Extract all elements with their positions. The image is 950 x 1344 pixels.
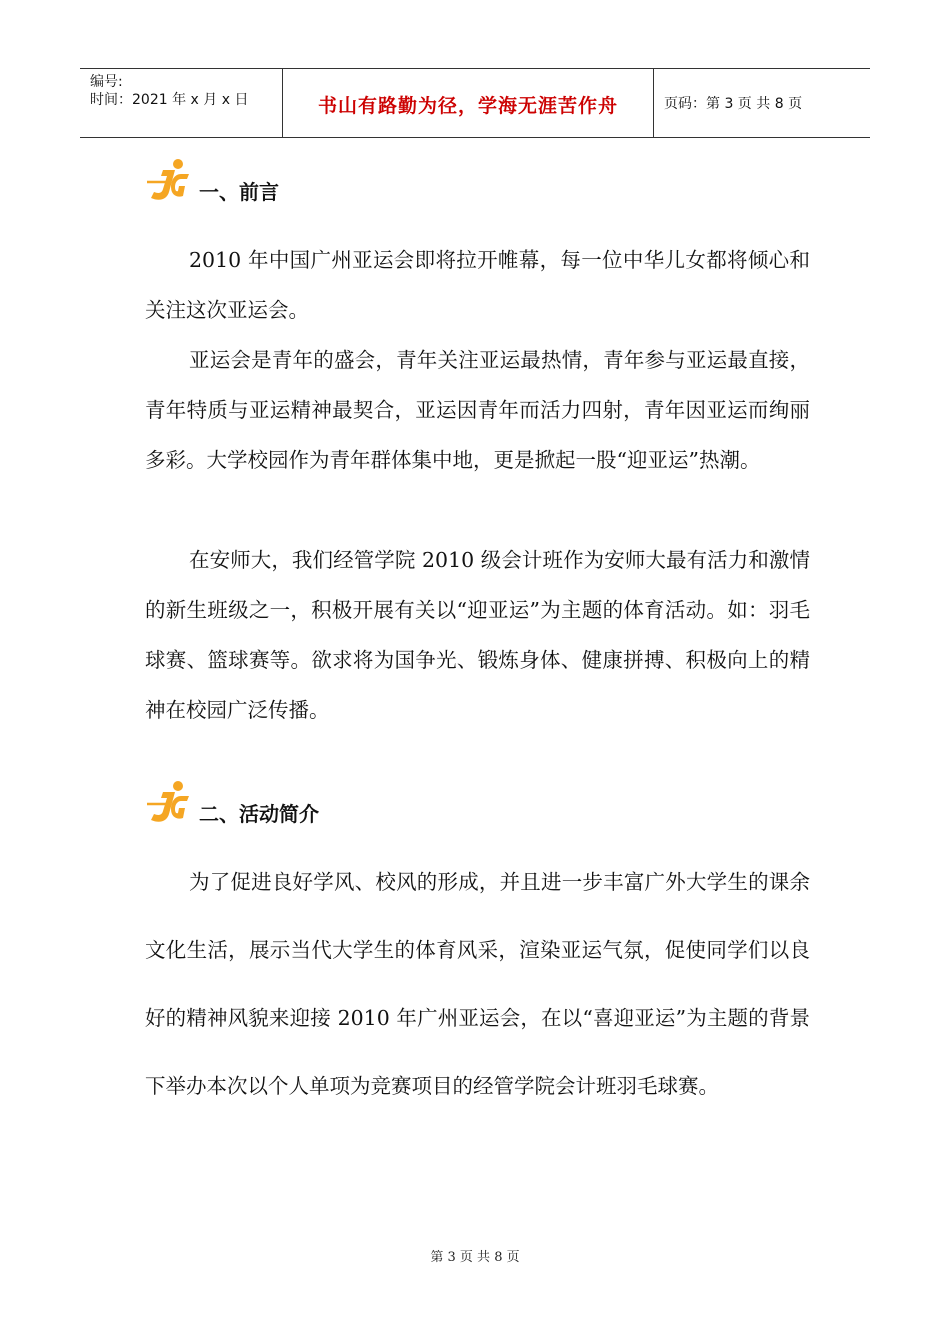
section-heading-intro — [145, 780, 545, 840]
header-meta-cell — [80, 69, 283, 137]
section-heading-preface — [145, 158, 545, 218]
time-label: 时间：2021 年 x 月 x 日 — [90, 92, 249, 108]
page-header — [80, 68, 870, 138]
paragraph: 亚运会是青年的盛会，青年关注亚运最热情，青年参与亚运最直接，青年特质与亚运精神最契合，亚运因青年而活力四射，青年因亚运而绚丽多彩。大学校园作为青年群体集中地，更是掀起一股“迎亚运”热潮。 — [145, 348, 810, 472]
page-footer: 第 3 页 共 8 页 — [430, 1250, 520, 1265]
header-page-info: 页码：第 3 页 共 8 页 — [664, 96, 803, 112]
header-motto-cell — [283, 69, 654, 137]
section-title: 一、前言 — [199, 180, 279, 204]
jg-logo-icon — [145, 780, 193, 828]
paragraph: 2010 年中国广州亚运会即将拉开帷幕，每一位中华儿女都将倾心和关注这次亚运会。 — [145, 248, 810, 322]
jg-logo-icon — [145, 158, 193, 206]
section-title: 二、活动简介 — [199, 802, 319, 826]
header-motto: 书山有路勤为径，学海无涯苦作舟 — [317, 95, 618, 117]
header-page-cell — [654, 69, 870, 137]
paragraph: 为了促进良好学风、校风的形成，并且进一步丰富广外大学生的课余文化生活，展示当代大学生的体育风采，渲染亚运气氛，促使同学们以良好的精神风貌来迎接 2010 年广州亚运会，在以“喜迎亚运”为主题的背景下举办本次以个人单项为竞赛项目的经管学院会计班羽毛球赛。 — [145, 870, 810, 1098]
serial-label: 编号: — [90, 74, 123, 90]
paragraph: 在安师大，我们经管学院 2010 级会计班作为安师大最有活力和激情的新生班级之一，积极开展有关以“迎亚运”为主题的体育活动。如：羽毛球赛、篮球赛等。欲求将为国争光、锻炼身体、健康拼搏、积极向上的精神在校园广泛传播。 — [145, 548, 810, 722]
